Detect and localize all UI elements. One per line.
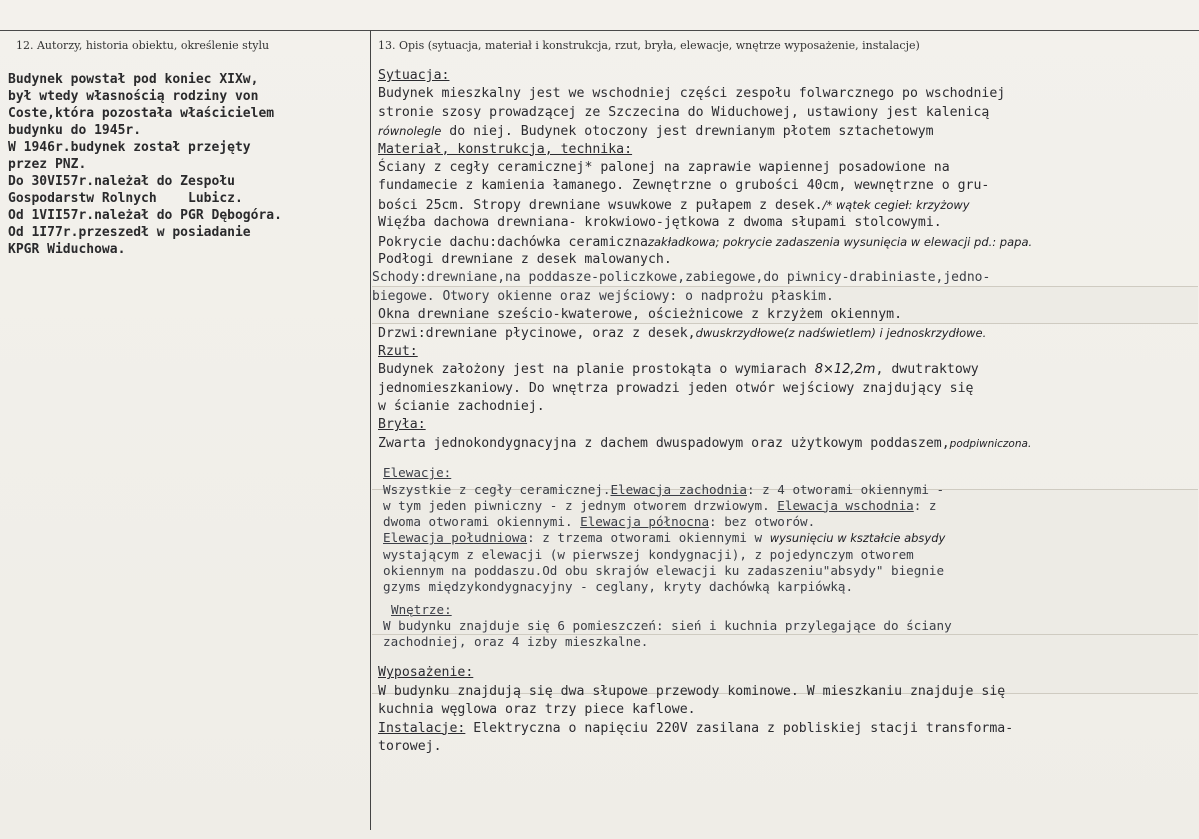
- text-line: Pokrycie dachu:dachówka ceramiczna: [378, 234, 648, 250]
- text-line: zachodniej, oraz 4 izby mieszkalne.: [383, 634, 649, 650]
- text-line: Drzwi:drewniane płycinowe, oraz z desek,: [378, 326, 696, 342]
- text-line: : z trzema otworami okiennymi w: [527, 530, 770, 546]
- history-line: Do 30VI57r.należał do Zespołu: [8, 174, 235, 189]
- section-heading-elewacje: Elewacje:: [383, 465, 452, 481]
- text-line: okiennym na poddaszu.Od obu skrajów elewacji ku zadaszeniu"absydy" biegnie: [383, 562, 945, 578]
- text-line: : bez otworów.: [709, 514, 816, 530]
- text-line: * palonej na zaprawie wapiennej posadowione na: [584, 159, 950, 175]
- handwritten-note: 8×12,2m: [814, 362, 876, 378]
- section-heading-bryla: Bryła:: [378, 417, 426, 433]
- text-line: bości 25cm. Stropy drewniane wsuwkowe z pułapem z desek.: [378, 197, 823, 213]
- section-heading-sytuacja: Sytuacja:: [378, 68, 450, 83]
- text-line: Więźba dachowa drewniana- krokwiowo-jętkowa z dwoma słupami stolcowymi.: [378, 215, 942, 231]
- subheading-south: Elewacja południowa: [383, 530, 528, 546]
- field-12-header: 12. Autorzy, historia obiektu, określenie stylu: [16, 39, 270, 52]
- section-heading-instalacje: Instalacje:: [378, 720, 466, 736]
- history-line: Od 1VII57r.należał do PGR Dębogóra.: [8, 208, 282, 223]
- description-text: [372, 67, 1193, 756]
- history-line: budynku do 1945r.: [8, 123, 142, 138]
- text-line: torowej.: [378, 739, 442, 755]
- text-line: Okna drewniane sześcio-kwaterowe, ościeżnicowe z krzyżem okiennym.: [378, 307, 903, 323]
- text-line: do niej. Budynek otoczony jest drewnianym płotem sztachetowym: [441, 124, 934, 140]
- handwritten-note: dwuskrzydłowe(z nadświetlem) i jednoskrzydłowe.: [695, 326, 987, 341]
- text-line: wystającym z elewacji (w pierwszej kondygnacji), z pojedynczym otworem: [383, 546, 914, 562]
- text-line: w ścianie zachodniej.: [378, 399, 545, 415]
- text-line: : z: [913, 497, 937, 513]
- text-line: W budynku znajdują się dwa słupowe przewody kominowe. W mieszkaniu znajduje się: [378, 683, 1006, 699]
- text-line: : z 4 otworami okiennymi -: [746, 481, 945, 497]
- history-text: [8, 71, 363, 258]
- text-line: Zwarta jednokondygnacyjna z dachem dwuspadowym oraz użytkowym poddaszem,: [378, 435, 950, 451]
- history-line: Gospodarstw Rolnych Lubicz.: [8, 191, 243, 206]
- field-13-header: 13. Opis (sytuacja, materiał i konstrukcja, rzut, bryła, elewacje, wnętrze wyposażenie, instalacje): [378, 39, 920, 52]
- section-heading-wnetrze: Wnętrze:: [391, 601, 452, 617]
- handwritten-note: równolegle: [378, 124, 442, 139]
- history-line: przez PNZ.: [8, 157, 87, 172]
- history-line: Od 1I77r.przeszedł w posiadanie: [8, 225, 251, 240]
- text-line: Wszystkie z cegły ceramicznej.: [383, 481, 611, 497]
- subheading-east: Elewacja wschodnia: [777, 497, 914, 513]
- text-line: Elektryczna o napięciu 220V zasilana z pobliskiej stacji transforma-: [465, 720, 1014, 736]
- history-line: KPGR Widuchowa.: [8, 242, 126, 257]
- section-heading-rzut: Rzut:: [378, 343, 418, 359]
- text-line: W budynku znajduje się 6 pomieszczeń: sień i kuchnia przylegające do ściany: [383, 617, 952, 633]
- text-line: fundamecie z kamienia łamanego. Zewnętrzne o grubości 40cm, wewnętrzne o gru-: [378, 178, 990, 194]
- text-line: stronie szosy prowadzącej ze Szczecina do Widuchowej, ustawiony jest kalenicą: [378, 104, 990, 120]
- text-line: Podłogi drewniane z desek malowanych.: [378, 251, 672, 267]
- history-line: Coste,która pozostała właścicielem: [8, 106, 275, 121]
- text-line: jednomieszkaniowy. Do wnętrza prowadzi jeden otwór wejściowy znajdujący się: [378, 380, 974, 396]
- text-line: dwoma otworami okiennymi.: [383, 514, 581, 530]
- text-line: Ściany z cegły ceramicznej: [378, 159, 585, 175]
- section-heading-wyposazenie: Wyposażenie:: [378, 665, 474, 681]
- text-line: biegowe. Otwory okienne oraz wejściowy: o nadprożu płaskim.: [372, 288, 834, 304]
- subheading-north: Elewacja północna: [580, 514, 710, 530]
- text-line: gzyms międzykondygnacyjny - ceglany, kryty dachówką karpiówką.: [383, 579, 854, 595]
- text-line: w tym jeden piwniczny - z jednym otworem drzwiowym.: [383, 497, 778, 513]
- top-divider: [0, 30, 1199, 31]
- text-line: Budynek założony jest na planie prostokąta o wymiarach: [378, 362, 815, 378]
- history-line: Budynek powstał pod koniec XIXw,: [8, 72, 259, 87]
- handwritten-note: /* wątek cegieł: krzyżowy: [822, 197, 970, 212]
- subheading-west: Elewacja zachodnia: [610, 481, 747, 497]
- section-heading-material: Materiał, konstrukcja, technika:: [378, 141, 633, 157]
- text-line: kuchnia węglowa oraz trzy piece kaflowe.: [378, 702, 696, 718]
- elewacje-block: [383, 465, 1193, 650]
- column-divider: [370, 30, 371, 830]
- text-line: Budynek mieszkalny jest we wschodniej części zespołu folwarcznego po wschodniej: [378, 86, 1006, 102]
- history-line: był wtedy własnością rodziny von: [8, 89, 259, 104]
- handwritten-note: wysunięciu w kształcie absydy: [769, 531, 946, 546]
- handwritten-note: podpiwniczona.: [949, 437, 1032, 450]
- text-line: Schody:drewniane,na poddasze-policzkowe,zabiegowe,do piwnicy-drabiniaste,jedno-: [372, 270, 991, 286]
- text-line: , dwutraktowy: [875, 362, 979, 378]
- history-line: W 1946r.budynek został przejęty: [8, 140, 251, 155]
- handwritten-note: zakładkowa; pokrycie zadaszenia wysunięcia w elewacji pd.: papa.: [647, 234, 1033, 249]
